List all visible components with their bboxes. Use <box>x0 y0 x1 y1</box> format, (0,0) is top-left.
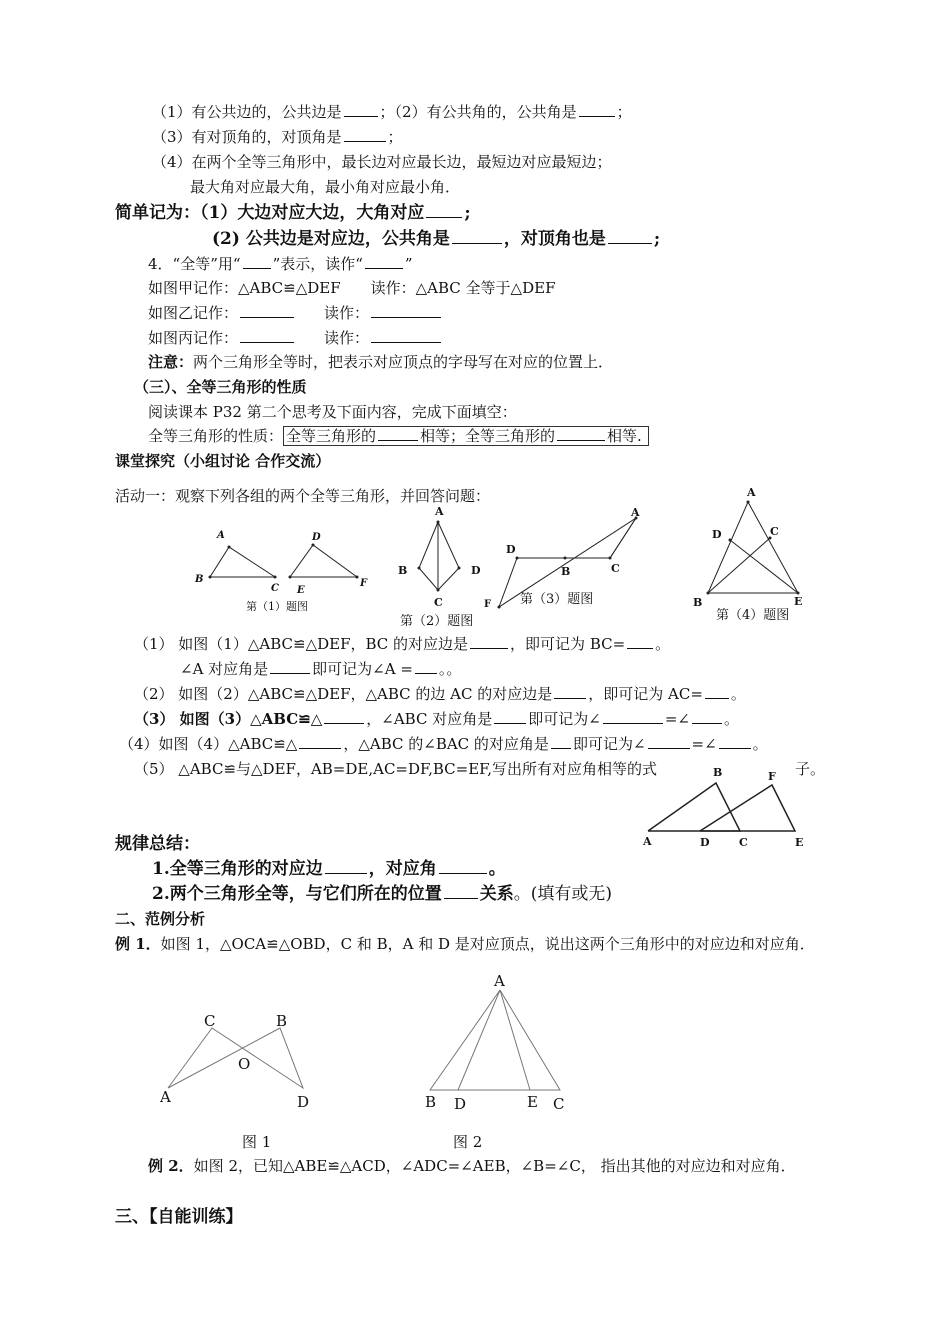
activity-line: 活动一：观察下列各组的两个全等三角形，并回答问题： <box>115 487 491 505</box>
blank[interactable] <box>365 254 403 269</box>
q5-label-D: D <box>700 836 710 849</box>
text: 2.两个三角形全等，与它们所在的位置 <box>152 884 442 904</box>
blank[interactable] <box>240 303 294 318</box>
note-text: 两个三角形全等时，把表示对应顶点的字母写在对应的位置上． <box>193 353 614 371</box>
text: （1）有公共边的，公共边是 <box>152 103 342 121</box>
text: 。。 <box>438 660 462 678</box>
text: ；（2）有公共角的，公共角是 <box>379 103 577 121</box>
blank[interactable] <box>371 303 441 318</box>
text: ”表示，读作“ <box>272 255 363 273</box>
q5-label-F: F <box>768 770 776 783</box>
blank[interactable] <box>627 634 653 649</box>
q5-label-A: A <box>643 835 652 848</box>
text: ” <box>404 255 413 273</box>
property-line <box>148 426 649 446</box>
blank[interactable] <box>452 229 502 244</box>
text: 如图乙记作： <box>148 304 239 322</box>
line-4: 最大角对应最大角，最小角对应最小角． <box>190 178 461 196</box>
text: 读作： <box>324 304 370 322</box>
fig4-label-E: E <box>794 595 803 608</box>
text: ∠A 对应角是 <box>180 660 269 678</box>
q5-figure <box>640 770 810 850</box>
example-2 <box>148 1156 796 1176</box>
fig4-label-B: B <box>693 596 703 609</box>
fig4-label-A: A <box>747 486 756 499</box>
bing-line <box>148 328 443 348</box>
fig1-label-D: D <box>312 532 321 543</box>
fig1-label-F: F <box>360 578 368 589</box>
text: 。 <box>488 859 506 879</box>
fig4-caption: 第（4）题图 <box>716 608 790 623</box>
fig3-label-D: D <box>506 543 516 556</box>
q2-line <box>134 684 746 704</box>
fig2-label-C: C <box>434 596 443 609</box>
text: ; <box>653 229 661 249</box>
fig1-label-B: B <box>195 574 204 585</box>
blank[interactable] <box>608 229 652 244</box>
q5-line-end: 子。 <box>795 760 826 778</box>
ex-fig1-label-D: D <box>297 1093 310 1111</box>
blank[interactable] <box>344 102 378 117</box>
text: ，对应角 <box>368 859 437 879</box>
blank[interactable] <box>415 659 437 674</box>
text: 。 <box>655 635 671 653</box>
summary-heading: 规律总结： <box>115 834 200 854</box>
examples-heading: 二、范例分析 <box>115 910 206 928</box>
fig2-title: 图 2 <box>453 1133 483 1151</box>
ex-fig2-label-D: D <box>454 1095 467 1113</box>
text: 即可记为∠A = <box>312 660 413 678</box>
text: （3）有对顶角的，对顶角是 <box>152 128 342 146</box>
memo-line-1 <box>115 203 471 223</box>
blank[interactable] <box>551 734 571 749</box>
ex1-text: 如图 1，△OCA≌△OBD，C 和 B，A 和 D 是对应顶点，说出这两个三角形中的对应边和对应角． <box>160 935 815 953</box>
blank[interactable] <box>557 426 605 441</box>
fig3-label-B: B <box>561 565 571 578</box>
note-line <box>148 352 613 372</box>
prop-label: 全等三角形的性质： <box>148 427 284 445</box>
ex2-text: 如图 2，已知△ABE≌△ACD，∠ADC=∠AEB，∠B=∠C， 指出其他的对应边和对应角． <box>193 1157 796 1175</box>
q5-line: （5） △ABC≌与△DEF，AB=DE,AC=DF,BC=EF,写出所有对应角相等的式 <box>134 760 657 778</box>
text: 关系 <box>479 884 514 904</box>
blank[interactable] <box>444 884 478 899</box>
text: (2) 公共边是对应边，公共角是 <box>212 229 450 249</box>
text: （3） 如图（3）△ABC≌△ <box>134 710 323 728</box>
fig2-label-B: B <box>398 564 408 577</box>
ex-fig2-label-C: C <box>553 1095 565 1113</box>
note-label: 注意： <box>148 353 194 371</box>
ex-fig2-label-A: A <box>494 972 505 990</box>
text: =∠ <box>664 710 690 728</box>
fig3-label-C: C <box>611 562 620 575</box>
fig3-label-F: F <box>484 599 492 610</box>
property-box <box>283 426 649 446</box>
text: 4．“全等”用“ <box>148 255 241 273</box>
explore-heading: 课堂探究（小组讨论 合作交流） <box>115 452 331 470</box>
summary-1 <box>152 859 506 879</box>
yi-line <box>148 303 443 323</box>
ex-fig1-label-B: B <box>276 1012 288 1030</box>
blank[interactable] <box>719 734 751 749</box>
q5-label-C: C <box>739 836 748 849</box>
example-1 <box>115 934 815 954</box>
fig4-label-C: C <box>770 525 779 538</box>
jia-line <box>148 278 555 298</box>
ex-fig1-label-O: O <box>238 1055 251 1073</box>
text: 读作： <box>324 329 370 347</box>
q1-line <box>134 634 670 654</box>
section-three-heading: 三、【自能训练】 <box>115 1207 243 1227</box>
text: ，即可记为 AC= <box>588 685 703 703</box>
ex-fig2-label-E: E <box>527 1093 538 1111</box>
text: 相等；全等三角形的 <box>420 427 556 445</box>
text: 如图丙记作： <box>148 329 239 347</box>
text: ，∠ABC 对应角是 <box>366 710 493 728</box>
text: ，△ABC 的∠BAC 的对应角是 <box>343 735 549 753</box>
text: 读作：△ABC 全等于△DEF <box>370 279 556 297</box>
blank[interactable] <box>705 684 729 699</box>
section3-heading: （三）、全等三角形的性质 <box>134 378 307 396</box>
blank[interactable] <box>378 426 418 441</box>
q3-line <box>134 709 739 729</box>
blank[interactable] <box>299 734 341 749</box>
fig1-label-C: C <box>271 583 279 594</box>
fig4-label-D: D <box>712 528 722 541</box>
blank[interactable] <box>325 859 367 874</box>
text: 如图甲记作：△ABC≌△DEF <box>148 279 341 297</box>
blank[interactable] <box>324 709 364 724</box>
text: ； <box>387 128 403 146</box>
text: 。 <box>752 735 768 753</box>
blank[interactable] <box>243 254 271 269</box>
section3-read: 阅读课本 P32 第二个思考及下面内容，完成下面填空： <box>148 403 517 421</box>
fig2-label-A: A <box>435 505 444 518</box>
fig1-label-A: A <box>217 530 225 541</box>
blank[interactable] <box>648 734 690 749</box>
figure-2 <box>419 522 459 590</box>
text: 相等. <box>607 427 642 445</box>
text: 1.全等三角形的对应边 <box>152 859 323 879</box>
memo-line-2 <box>212 229 660 249</box>
blank[interactable] <box>344 127 386 142</box>
q1b-line <box>180 659 461 679</box>
blank[interactable] <box>692 709 722 724</box>
fig1-caption: 第（1）题图 <box>246 600 308 613</box>
figure-4 <box>708 502 798 593</box>
blank[interactable] <box>240 328 294 343</box>
text: 。 <box>723 710 739 728</box>
text: ，即可记为 BC= <box>510 635 626 653</box>
fig3-label-A: A <box>631 506 640 519</box>
ex2-label: 例 2． <box>148 1157 194 1175</box>
line-1 <box>152 102 632 122</box>
ex-fig1-label-C: C <box>204 1012 216 1030</box>
line-3: （4）在两个全等三角形中，最长边对应最长边，最短边对应最短边； <box>152 153 612 171</box>
q5-label-E: E <box>795 836 804 849</box>
text: 即可记为∠ <box>572 735 646 753</box>
line-2 <box>152 127 403 147</box>
fig2-caption: 第（2）题图 <box>400 614 474 629</box>
ex1-label: 例 1． <box>115 935 161 953</box>
fig1-label-E: E <box>297 585 305 596</box>
q5-label-B: B <box>713 766 723 779</box>
text: （4）如图（4）△ABC≌△ <box>119 735 298 753</box>
fig1-title: 图 1 <box>242 1133 272 1151</box>
figure-1 <box>210 545 357 577</box>
blank[interactable] <box>439 859 487 874</box>
blank[interactable] <box>270 659 310 674</box>
blank[interactable] <box>371 328 441 343</box>
ex-fig2-label-B: B <box>425 1093 437 1111</box>
text: 简单记为：（1）大边对应大边，大角对应 <box>115 203 425 223</box>
text: ； <box>616 103 632 121</box>
blank[interactable] <box>554 684 586 699</box>
text: （1） 如图（1）△ABC≌△DEF，BC 的对应边是 <box>134 635 469 653</box>
fig2-label-D: D <box>471 564 481 577</box>
blank[interactable] <box>603 709 663 724</box>
summary-2 <box>152 884 612 904</box>
fig3-caption: 第（3）题图 <box>520 592 594 607</box>
blank[interactable] <box>470 634 508 649</box>
example-figures <box>150 980 580 1110</box>
blank[interactable] <box>494 709 526 724</box>
blank[interactable] <box>579 102 615 117</box>
q4q-line <box>119 734 768 754</box>
q4-line <box>148 254 413 274</box>
text: 。(填有或无) <box>513 884 613 904</box>
blank[interactable] <box>426 203 462 218</box>
ex-fig1-label-A: A <box>160 1088 171 1106</box>
text: （2） 如图（2）△ABC≌△DEF，△ABC 的边 AC 的对应边是 <box>134 685 553 703</box>
text: 。 <box>730 685 746 703</box>
text: =∠ <box>691 735 717 753</box>
text: 全等三角形的 <box>286 427 377 445</box>
text: 即可记为∠ <box>528 710 601 728</box>
text: ; <box>464 203 471 223</box>
text: ，对顶角也是 <box>503 229 606 249</box>
